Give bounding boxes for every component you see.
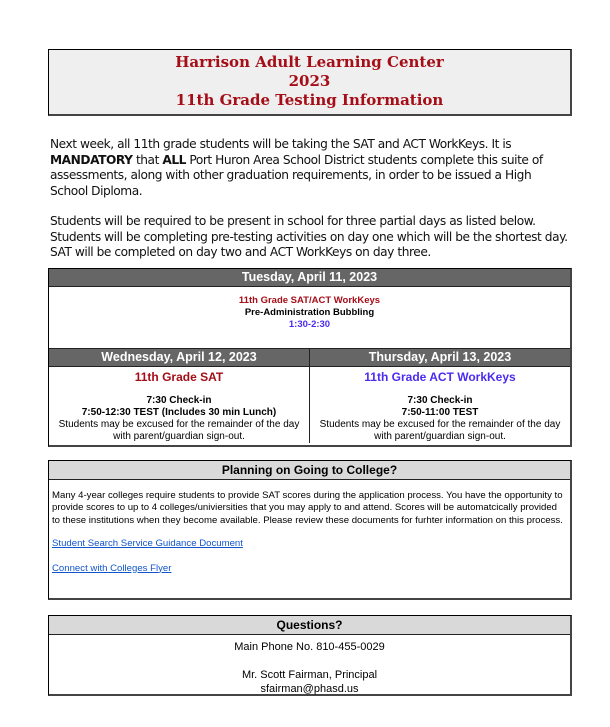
day2-details bbox=[49, 367, 309, 443]
principal-email: sfairman@phasd.us bbox=[260, 683, 359, 695]
day1-title: 11th Grade SAT/ACT WorkKeys bbox=[238, 295, 381, 306]
principal-name: Mr. Scott Fairman, Principal bbox=[241, 669, 378, 681]
intro-text bbox=[50, 137, 570, 276]
day3-note: Students may be excused for the remainder of the day with parent/guardian sign-out. bbox=[319, 419, 561, 442]
college-heading: Planning on Going to College? bbox=[49, 461, 570, 480]
day2-note: Students may be excused for the remainder of the day with parent/guardian sign-out. bbox=[58, 419, 300, 442]
day3-checkin: 7:30 Check-in bbox=[407, 395, 473, 406]
day1-details bbox=[49, 287, 570, 349]
schedule-table bbox=[48, 268, 572, 447]
day3-test: 7:50-11:00 TEST bbox=[401, 407, 479, 418]
document-title: 11th Grade Testing Information bbox=[175, 91, 444, 109]
student-search-guidance-link[interactable]: Student Search Service Guidance Document bbox=[52, 538, 243, 550]
questions-section bbox=[48, 615, 572, 696]
intro-text-e: Port Huron Area School District students complete this suite of assessments, along with other graduation requirements, in order to be issued a High School Diploma. bbox=[50, 152, 543, 198]
day3-title: 11th Grade ACT WorkKeys bbox=[364, 370, 516, 384]
day1-date-header: Tuesday, April 11, 2023 bbox=[49, 269, 570, 287]
all-emphasis: ALL bbox=[162, 152, 186, 167]
day2-checkin: 7:30 Check-in bbox=[146, 395, 212, 406]
connect-with-colleges-link[interactable]: Connect with Colleges Flyer bbox=[52, 562, 172, 574]
intro-text-c: that bbox=[132, 152, 163, 167]
day2-test: 7:50-12:30 TEST (Includes 30 min Lunch) bbox=[81, 407, 277, 418]
day3-date-header: Thursday, April 13, 2023 bbox=[310, 349, 570, 367]
school-name: Harrison Adult Learning Center bbox=[175, 53, 444, 71]
college-body bbox=[49, 480, 570, 575]
college-description: Many 4-year colleges require students to provide SAT scores during the application process. You have the opportunity to provide scores to up to 4 colleges/univiersities that you may apply to and attend. Scores will be automatcically provided to these institutions when they become available. Please review these documents for furhter information on this process. bbox=[52, 490, 563, 526]
day2-column bbox=[49, 349, 309, 443]
day1-time: 1:30-2:30 bbox=[288, 319, 331, 330]
year: 2023 bbox=[288, 72, 331, 90]
main-phone: Main Phone No. 810-455-0029 bbox=[234, 641, 385, 653]
day2-title: 11th Grade SAT bbox=[134, 370, 224, 384]
day2-date-header: Wednesday, April 12, 2023 bbox=[49, 349, 309, 367]
day3-column bbox=[309, 349, 570, 443]
questions-body bbox=[49, 635, 570, 696]
day1-activity: Pre-Administration Bubbling bbox=[244, 307, 375, 318]
day2-day3-row bbox=[49, 349, 570, 443]
day3-details bbox=[310, 367, 570, 443]
questions-heading: Questions? bbox=[49, 616, 570, 635]
mandatory-emphasis: MANDATORY bbox=[50, 152, 133, 167]
intro-text-a: Next week, all 11th grade students will be taking the SAT and ACT WorkKeys. It is bbox=[50, 137, 512, 151]
title-box bbox=[48, 49, 572, 116]
intro-paragraph-2: Students will be required to be present in school for three partial days as listed below. Students will be completing pre-testing activities on day one which will be the shortest day. SAT will be completed on day two and ACT WorkKeys on day three. bbox=[50, 214, 568, 259]
college-section bbox=[48, 460, 572, 600]
intro-paragraph-1 bbox=[50, 137, 570, 199]
